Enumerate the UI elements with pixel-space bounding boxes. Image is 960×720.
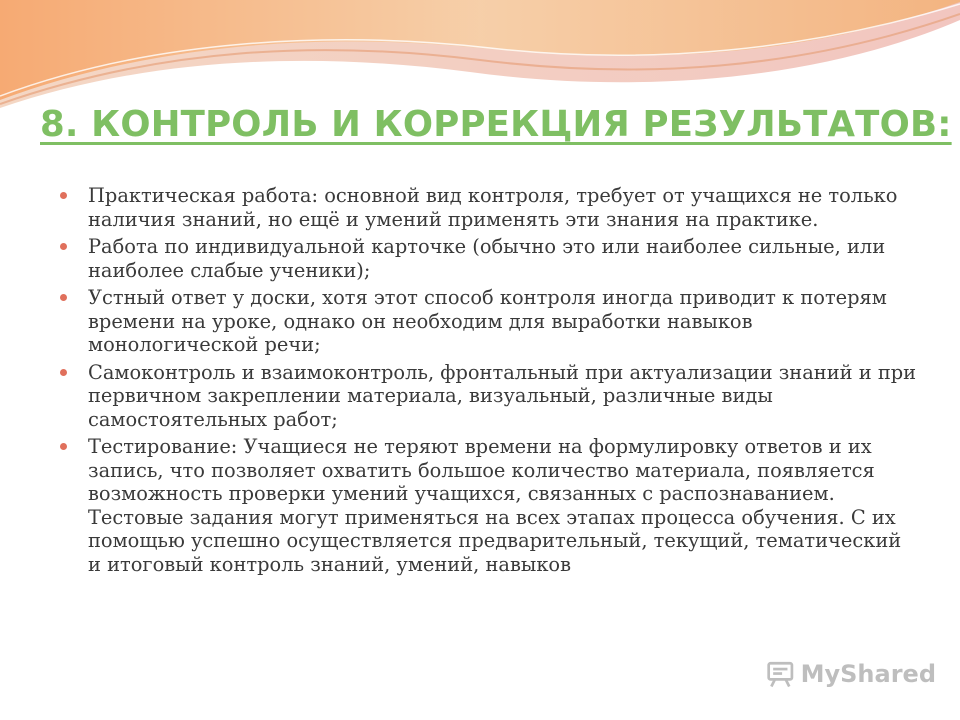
watermark-logo[interactable] [766,656,936,692]
bullet-item [60,361,920,432]
bullet-text: Практическая работа: основной вид контроля, требует от учащихся не только наличия знаний, но ещё и умений применять эти знания на практике. [88,184,898,231]
bullet-text: Тестирование: Учащиеся не теряют времени на формулировку ответов и их запись, что позволяет охватить большое количество материала, появляется возможность проверки умений учащихся, связанных с распознаванием. Тестовые задания могут применяться на всех этапах процесса обучения. С их помощью успешно осуществляется предварительный, текущий, тематический и итоговый контроль знаний, умений, навыков [88,435,902,576]
bullet-dot-icon [60,192,67,199]
bullet-list [60,184,920,580]
bullet-text: Устный ответ у доски, хотя этот способ контроля иногда приводит к потерям времени на уроке, однако он необходим для выработки навыков монологической речи; [88,286,887,356]
bullet-dot-icon [60,369,67,376]
watermark-brand: MyShared [800,660,936,688]
bullet-text: Самоконтроль и взаимоконтроль, фронтальный при актуализации знаний и при первичном закреплении материала, визуальный, различные виды самостоятельных работ; [88,360,917,431]
bullet-dot-icon [60,294,67,301]
bullet-dot-icon [60,243,67,250]
bullet-item [60,235,920,282]
slide-title: 8. КОНТРОЛЬ И КОРРЕКЦИЯ РЕЗУЛЬТАТОВ: [40,104,952,145]
bullet-item [60,435,920,576]
bullet-item [60,286,920,357]
presentation-board-icon [766,658,795,690]
bullet-text: Работа по индивидуальной карточке (обычно это или наиболее сильные, или наиболее слабые ученики); [88,235,886,282]
bullet-dot-icon [60,443,67,450]
bullet-item [60,184,920,231]
